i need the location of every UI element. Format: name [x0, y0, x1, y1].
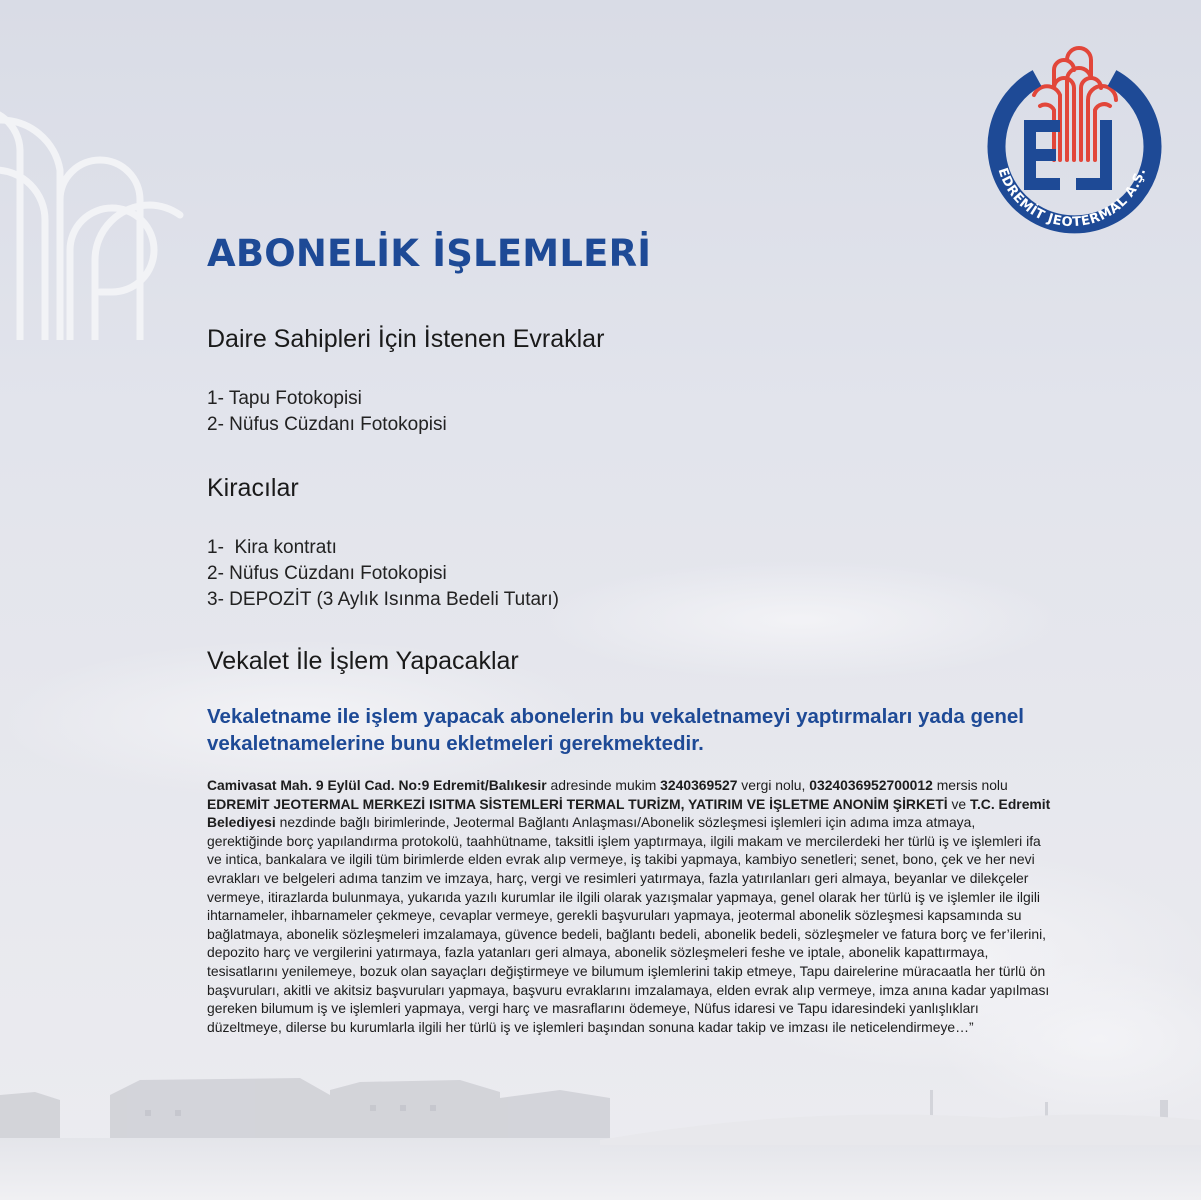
tenants-heading: Kiracılar: [207, 474, 299, 502]
list-item: 2- Nüfus Cüzdanı Fotokopisi: [207, 563, 447, 584]
list-item: 2- Nüfus Cüzdanı Fotokopisi: [207, 414, 447, 435]
list-item: 3- DEPOZİT (3 Aylık Isınma Bedeli Tutarı): [207, 589, 559, 610]
company-logo: [982, 40, 1162, 240]
decorative-lines: [0, 0, 200, 340]
owners-heading: Daire Sahipleri İçin İstenen Evraklar: [207, 325, 605, 353]
svg-text:EDREMİT JEOTERMAL A.Ş.: [995, 166, 1150, 230]
proxy-lead: Vekaletname ile işlem yapacak abonelerin bu vekaletnameyi yaptırmaları yada genel vekaletnamelerine bunu ekletmeleri gerekmektedir.: [207, 705, 1024, 755]
proxy-body-text: Camivasat Mah. 9 Eylül Cad. No:9 Edremit/Balıkesir adresinde mukim 3240369527 vergi nolu, 0324036952700012 mersis nolu EDREMİT JEOTERMAL MERKEZİ ISITMA SİSTEMLERİ TERMAL TURİZM, YATIRIM VE İŞLETME ANONİM ŞİRKETİ ve T.C. Edremit Belediyesi nezdinde bağlı birimlerinde, Jeotermal Bağlantı Anlaşması/Abonelik sözleşmesi işlemleri için adıma imza atmaya, gerektiğinde borç yapılandırma protokolü, taahhütname, taksitli işlem yaptırmaya, ilgili makam ve mercilerdeki her türlü iş ve işlemleri ifa ve intica, bankalara ve ilgili tüm birimlerde elden evrak alıp vermeye, iş takibi yapmaya, kambiyo senetleri; senet, bono, çek ve her nevi evrakları ve belgeleri adıma tanzim ve imzaya, harç, vergi ve resimleri yatırmaya, fazla yatırılanları geri almaya, beyanlar ve dilekçeler vermeye, itirazlarda bulunmaya, yukarıda yazılı kurumlar ile ilgili olarak yazışmalar yapmaya, genel olarak her türlü iş ve işlemler ile ilgili ihtarnameler, ihbarnameler çekmeye, cevaplar vermeye, gerekli başvuruları yapmaya, jeotermal abonelik sözleşmesi kapsamında su bağlatmaya, abonelik sözleşmeleri imzalamaya, güvence bedeli, bağlantı bedeli, abonelik bedeli, sözleşmeler ve fatura borç ve fer’ilerini, depozito harç ve vergilerini yatırmaya, fazla yatanları geri almaya, abonelik sözleşmeleri feshe ve iptale, abonelik kapattırmaya, tesisatlarını yenilemeye, bozuk olan sayaçları değiştirmeye ve bilumum işlemlerini takip etmeye, Tapu dairelerine müracaatla her türlü ön başvuruları, akitli ve akitsiz başvuruları yapmaya, başvuru evraklarını imzalamaya, elden evrak alıp vermeye, imza anına kadar yapılması gereken bilumum iş ve işlemleri yapmaya, vergi harç ve masraflarını ödemeye, Nüfus idaresi ve Tapu idaresindeki yanlışlıkları düzeltmeye, dilerse bu kurumlarla ilgili her türlü iş ve işlemleri başından sonuna kadar takip ve imzası ile neticelendirmeye…”: [207, 777, 1051, 1035]
page-title: ABONELİK İŞLEMLERİ: [207, 232, 652, 275]
logo-text: EDREMİT JEOTERMAL A.Ş.: [994, 166, 1150, 231]
tenants-list: [207, 535, 559, 613]
proxy-heading: Vekalet İle İşlem Yapacaklar: [207, 647, 519, 675]
owners-list: [207, 386, 447, 438]
list-item: 1- Kira kontratı: [207, 537, 337, 558]
list-item: 1- Tapu Fotokopisi: [207, 388, 362, 409]
